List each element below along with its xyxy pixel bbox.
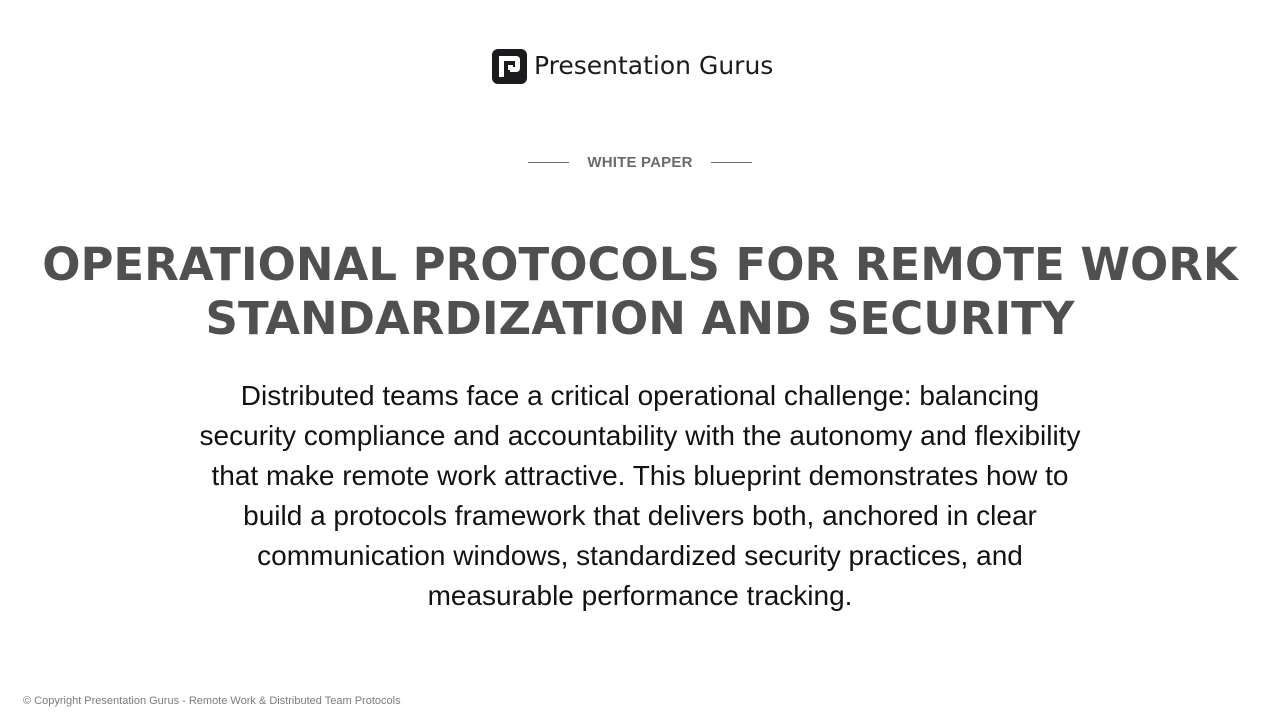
brand-name: Presentation Gurus xyxy=(534,51,774,80)
intro-line: Distributed teams face a critical operational challenge: balancing xyxy=(240,380,1040,411)
intro-line: that make remote work attractive. This blueprint demonstrates how to xyxy=(211,460,1069,491)
intro-line: measurable performance tracking. xyxy=(427,580,853,611)
intro-line: build a protocols framework that delivers both, anchored in clear xyxy=(243,500,1037,531)
intro-line: communication windows, standardized security practices, and xyxy=(257,540,1023,571)
title-line: OPERATIONAL PROTOCOLS FOR REMOTE WORK xyxy=(42,238,1238,291)
eyebrow-divider-right xyxy=(711,162,752,163)
intro-paragraph xyxy=(140,376,1140,616)
title-line: STANDARDIZATION AND SECURITY xyxy=(205,292,1075,345)
page-title xyxy=(40,238,1240,346)
document-type-label xyxy=(0,150,1280,174)
eyebrow-divider-left xyxy=(528,162,569,163)
brand-logo xyxy=(492,48,773,84)
copyright-footer: © Copyright Presentation Gurus - Remote Work & Distributed Team Protocols xyxy=(23,695,401,707)
presentation-gurus-logo-icon xyxy=(492,49,527,84)
intro-line: security compliance and accountability with the autonomy and flexibility xyxy=(199,420,1081,451)
eyebrow-text: WHITE PAPER xyxy=(587,153,693,171)
